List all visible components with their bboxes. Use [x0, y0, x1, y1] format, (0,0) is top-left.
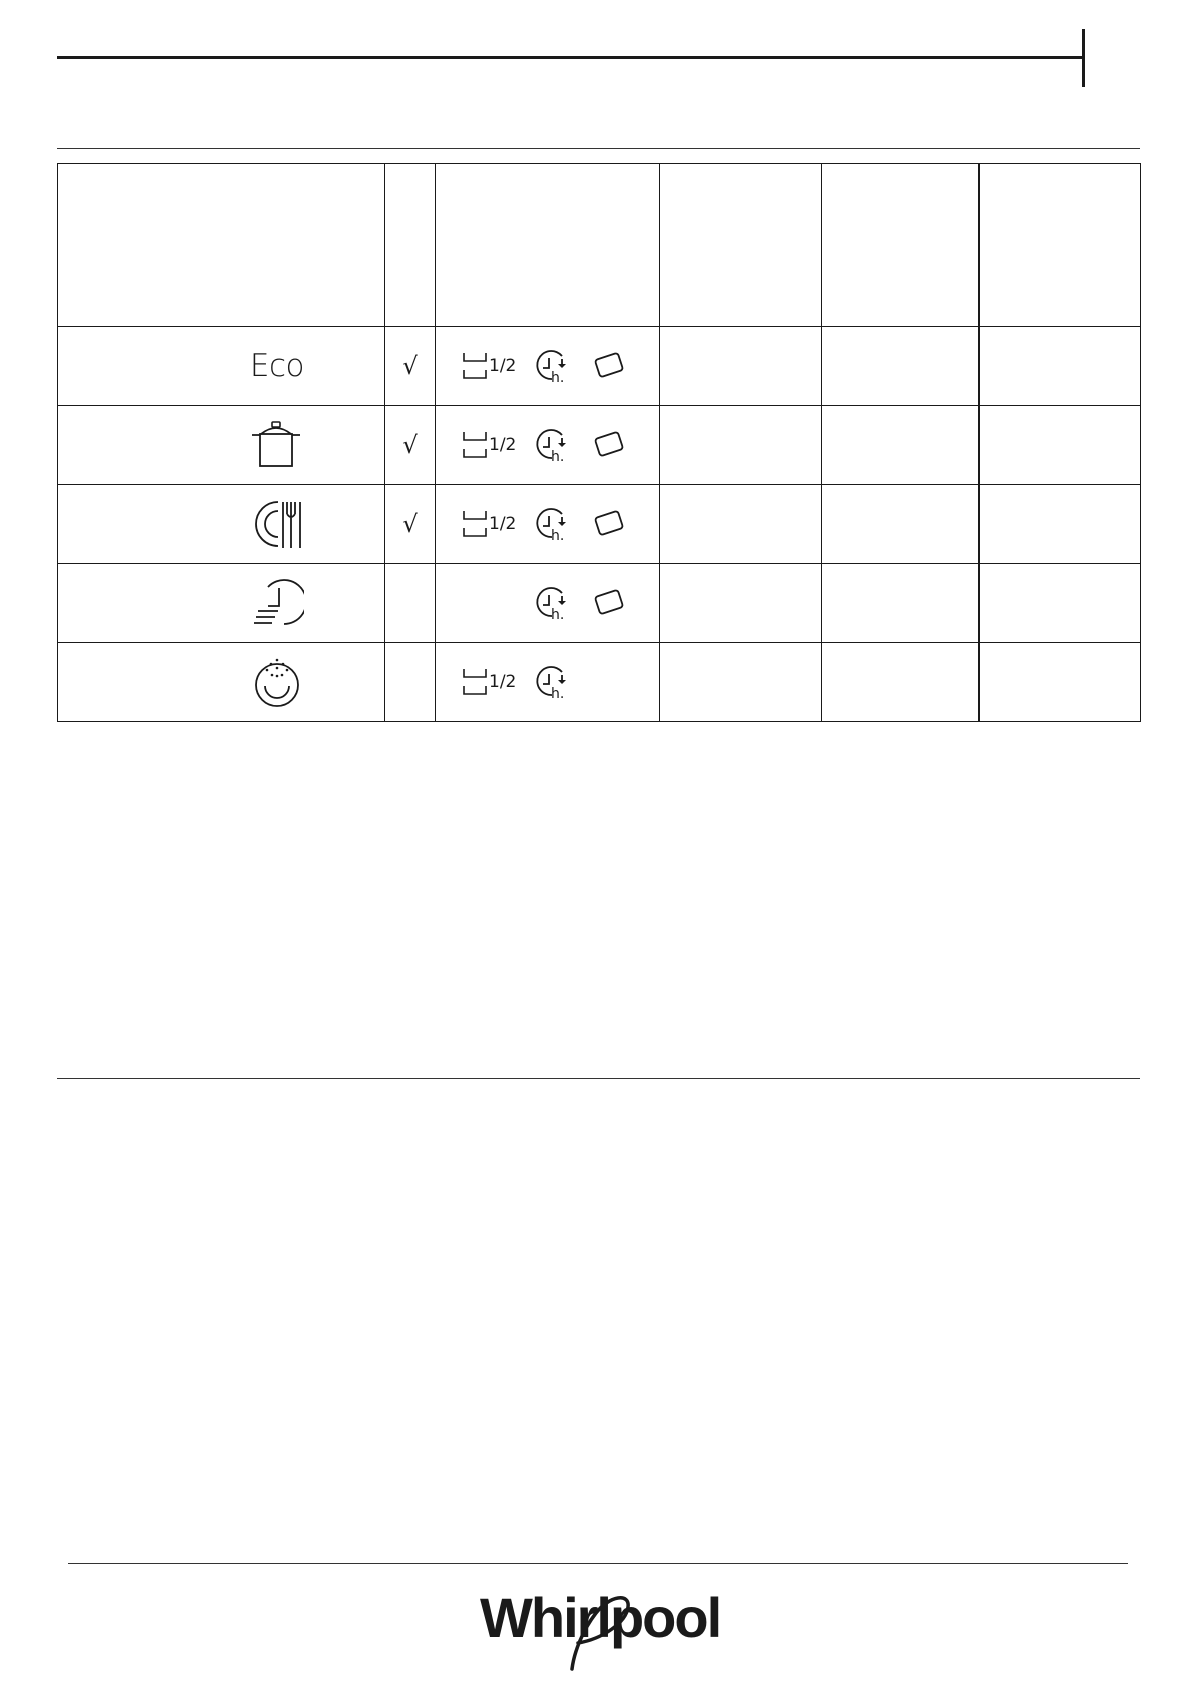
svg-text:h.: h.: [551, 449, 565, 465]
delay-start-icon: [532, 504, 572, 544]
program-cell: [58, 327, 385, 406]
tablet-icon: [592, 588, 626, 618]
pot-icon: [248, 420, 304, 470]
section-divider: [57, 148, 1140, 149]
table-row: [58, 643, 1141, 722]
table-row: [58, 485, 1141, 564]
check-cell: [385, 643, 436, 722]
header-cell-col4: [660, 164, 822, 327]
options-cell: [436, 327, 660, 406]
check-cell: √: [385, 406, 436, 485]
quick-wash-icon: [250, 577, 304, 629]
delay-start-icon: [532, 583, 572, 623]
top-tick-mark: [1082, 29, 1085, 87]
table-header-row: [58, 164, 1141, 327]
program-cell: [58, 643, 385, 722]
half-load-icon: 1/2: [462, 667, 516, 697]
options-cell: [436, 406, 660, 485]
program-cell: [58, 406, 385, 485]
program-table: [57, 163, 1141, 722]
options-cell: [436, 643, 660, 722]
tablet-icon: [592, 509, 626, 539]
svg-text:Whirlpool: Whirlpool: [480, 1586, 721, 1649]
header-cell-program: [58, 164, 385, 327]
check-cell: [385, 564, 436, 643]
header-cell-options: [436, 164, 660, 327]
table-row: [58, 327, 1141, 406]
svg-text:h.: h.: [551, 607, 565, 623]
options-cell: [436, 485, 660, 564]
table-row: [58, 406, 1141, 485]
eco-label: Eco: [249, 348, 304, 384]
section-divider: [57, 1078, 1140, 1079]
svg-text:h.: h.: [551, 686, 565, 702]
delay-start-icon: [532, 346, 572, 386]
half-load-icon: 1/2: [462, 509, 516, 539]
svg-text:h.: h.: [551, 528, 565, 544]
tablet-icon: [592, 430, 626, 460]
half-load-icon: 1/2: [462, 430, 516, 460]
svg-text:h.: h.: [551, 370, 565, 386]
delay-start-icon: [532, 425, 572, 465]
options-cell: [436, 564, 660, 643]
footer-divider: [68, 1563, 1128, 1564]
header-cell-col5: [822, 164, 979, 327]
check-cell: √: [385, 327, 436, 406]
plate-cutlery-icon: [252, 498, 304, 550]
program-cell: [58, 485, 385, 564]
tablet-icon: [592, 351, 626, 381]
header-cell-col6: [979, 164, 1141, 327]
header-cell-check: [385, 164, 436, 327]
delay-start-icon: [532, 662, 572, 702]
check-cell: √: [385, 485, 436, 564]
table-row: [58, 564, 1141, 643]
rinse-icon: [250, 656, 304, 708]
whirlpool-logo: [478, 1583, 728, 1673]
program-cell: [58, 564, 385, 643]
top-rule: [57, 56, 1084, 59]
half-load-icon: 1/2: [462, 351, 516, 381]
